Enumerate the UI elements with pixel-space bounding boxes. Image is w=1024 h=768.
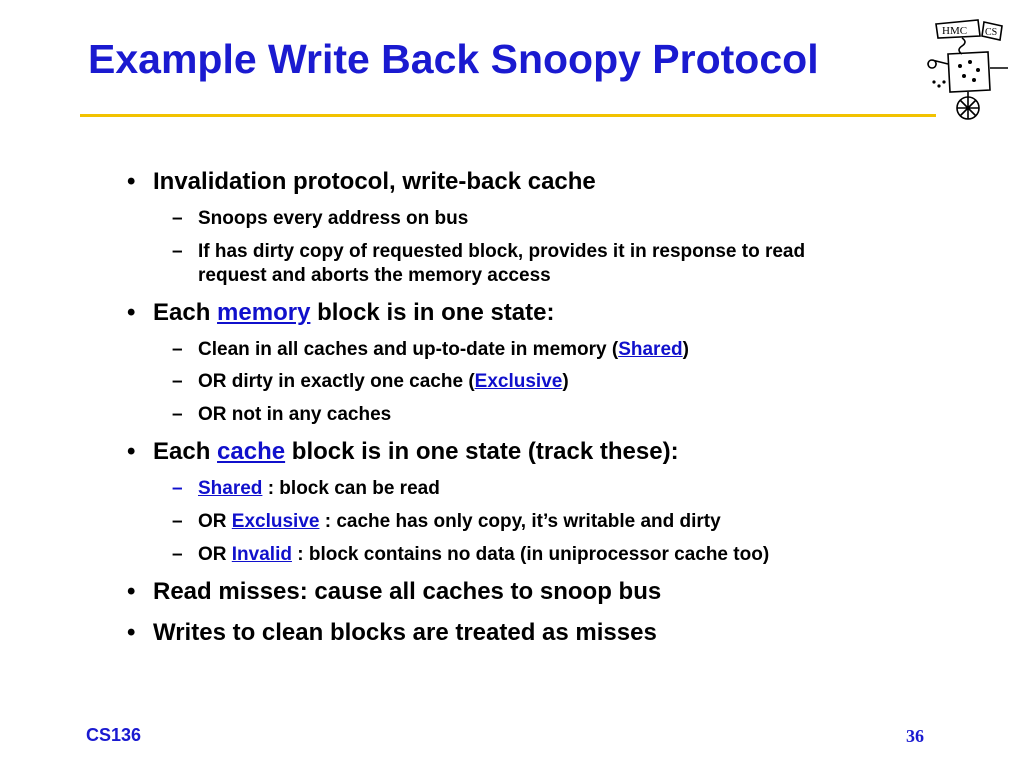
sub-bullet-3-2 xyxy=(172,510,721,534)
bullet-1-text: Invalidation protocol, write-back cache xyxy=(153,168,596,195)
sub-bullet-3-3 xyxy=(172,543,770,567)
sub-bullet-suffix: : block contains no data (in uniprocessor cache too) xyxy=(291,544,770,565)
dash-marker: – xyxy=(172,404,183,425)
sub-bullet-text: Snoops every address on bus xyxy=(198,208,469,229)
dash-marker: – xyxy=(172,241,183,262)
shared-link[interactable]: Shared xyxy=(618,339,683,360)
bullet-marker: • xyxy=(127,299,136,326)
sub-bullet-suffix: : block can be read xyxy=(262,478,440,499)
sub-bullet-prefix: OR xyxy=(198,544,232,565)
exclusive-link[interactable]: Exclusive xyxy=(231,511,320,532)
sub-bullet-text: If has dirty copy of requested block, provides it in response to read xyxy=(198,241,806,262)
bullet-suffix: block is in one state: xyxy=(317,299,555,326)
memory-link[interactable]: memory xyxy=(217,299,311,326)
dash-marker: – xyxy=(172,478,183,499)
sub-bullet-1-1 xyxy=(172,207,469,231)
sub-bullet-text: OR not in any caches xyxy=(198,404,392,425)
dash-marker: – xyxy=(172,339,183,360)
bullet-prefix: Each xyxy=(153,299,211,326)
bullet-prefix: Each xyxy=(153,438,211,465)
bullet-marker: • xyxy=(127,168,136,195)
sub-bullet-suffix: ) xyxy=(562,371,569,392)
dash-marker: – xyxy=(172,208,183,229)
sub-bullet-prefix: OR dirty in exactly one cache ( xyxy=(198,371,475,392)
sub-bullet-2-1 xyxy=(172,338,689,362)
dash-marker: – xyxy=(172,544,183,565)
cache-link[interactable]: cache xyxy=(217,438,286,465)
bullet-3 xyxy=(127,438,679,466)
bullet-suffix: block is in one state (track these): xyxy=(291,438,679,465)
course-label: CS136 xyxy=(86,725,142,745)
sub-bullet-2-2 xyxy=(172,370,569,394)
page-number: 36 xyxy=(906,726,924,746)
bullet-5 xyxy=(127,619,657,647)
bullet-1 xyxy=(127,168,596,196)
sub-bullet-prefix: Clean in all caches and up-to-date in memory ( xyxy=(198,339,619,360)
invalid-link[interactable]: Invalid xyxy=(231,544,292,565)
logo-cs-text: CS xyxy=(985,27,998,38)
bullet-marker: • xyxy=(127,619,136,646)
dash-marker: – xyxy=(172,371,183,392)
bullet-4 xyxy=(127,578,662,606)
sub-bullet-suffix: ) xyxy=(682,339,689,360)
dash-marker: – xyxy=(172,511,183,532)
sub-bullet-prefix: OR xyxy=(198,511,232,532)
bullet-5-text: Writes to clean blocks are treated as misses xyxy=(153,619,657,646)
sub-bullet-3-1 xyxy=(172,477,440,501)
logo-hmc-text: HMC xyxy=(942,25,968,37)
exclusive-link[interactable]: Exclusive xyxy=(474,371,563,392)
sub-bullet-1-2 xyxy=(172,240,806,264)
slide-title: Example Write Back Snoopy Protocol xyxy=(88,36,819,82)
bullet-4-text: Read misses: cause all caches to snoop bus xyxy=(153,578,662,605)
sub-bullet-2-3 xyxy=(172,403,392,427)
shared-link[interactable]: Shared xyxy=(198,478,263,499)
bullet-2 xyxy=(127,299,555,327)
sub-bullet-suffix: : cache has only copy, it’s writable and dirty xyxy=(319,511,721,532)
bullet-marker: • xyxy=(127,578,136,605)
sub-bullet-text: request and aborts the memory access xyxy=(198,265,551,286)
bullet-marker: • xyxy=(127,438,136,465)
sub-bullet-1-2-continuation xyxy=(198,264,551,288)
